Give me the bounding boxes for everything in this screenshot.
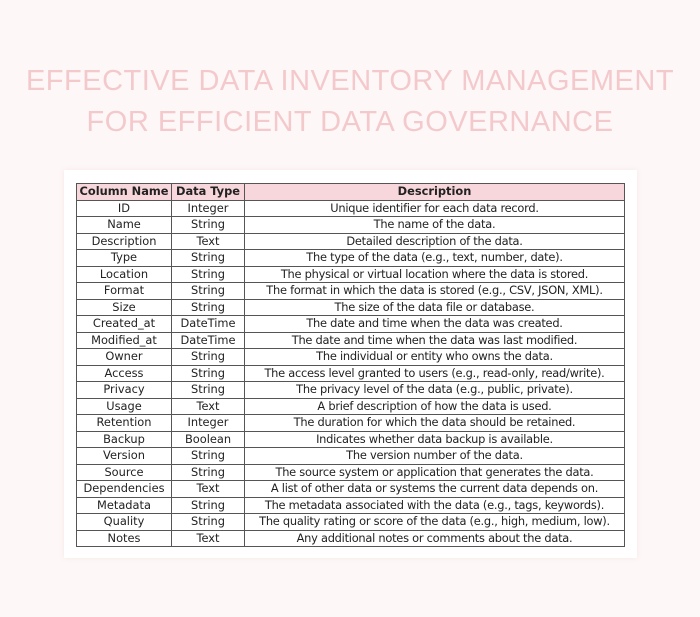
cell-description: The source system or application that generates the data. [245,464,625,481]
cell-data-type: Text [172,398,245,415]
table-row [77,530,625,547]
cell-data-type: String [172,217,245,234]
cell-description: Unique identifier for each data record. [245,200,625,217]
cell-description: The individual or entity who owns the data. [245,349,625,366]
header-column-name: Column Name [77,184,172,201]
table-row [77,514,625,531]
cell-description: The format in which the data is stored (e.g., CSV, JSON, XML). [245,283,625,300]
cell-description: Any additional notes or comments about the data. [245,530,625,547]
cell-description: The access level granted to users (e.g., read-only, read/write). [245,365,625,382]
table-row [77,233,625,250]
cell-column-name: Backup [77,431,172,448]
cell-column-name: Description [77,233,172,250]
cell-column-name: Name [77,217,172,234]
cell-column-name: Metadata [77,497,172,514]
cell-data-type: Text [172,233,245,250]
cell-data-type: String [172,464,245,481]
cell-description: The date and time when the data was last modified. [245,332,625,349]
table-row [77,382,625,399]
cell-description: Detailed description of the data. [245,233,625,250]
cell-description: The name of the data. [245,217,625,234]
cell-description: A list of other data or systems the current data depends on. [245,481,625,498]
table-row [77,349,625,366]
cell-data-type: String [172,497,245,514]
table-row [77,200,625,217]
table-row [77,266,625,283]
table-header-row [77,184,625,201]
table-row [77,398,625,415]
cell-data-type: Boolean [172,431,245,448]
cell-column-name: Owner [77,349,172,366]
cell-data-type: DateTime [172,316,245,333]
cell-description: Indicates whether data backup is available. [245,431,625,448]
table-row [77,415,625,432]
cell-description: The size of the data file or database. [245,299,625,316]
cell-column-name: Created_at [77,316,172,333]
table-row [77,217,625,234]
document-title-line-1: EFFECTIVE DATA INVENTORY MANAGEMENT [25,65,675,97]
table-row [77,283,625,300]
cell-column-name: Type [77,250,172,267]
cell-description: The date and time when the data was created. [245,316,625,333]
data-inventory-table [76,183,625,547]
cell-column-name: Retention [77,415,172,432]
header-data-type: Data Type [172,184,245,201]
cell-description: The metadata associated with the data (e.g., tags, keywords). [245,497,625,514]
cell-data-type: String [172,299,245,316]
table-row [77,365,625,382]
table-row [77,250,625,267]
header-description: Description [245,184,625,201]
cell-column-name: Quality [77,514,172,531]
table-row [77,299,625,316]
cell-column-name: Source [77,464,172,481]
cell-description: The privacy level of the data (e.g., public, private). [245,382,625,399]
cell-description: The duration for which the data should be retained. [245,415,625,432]
cell-data-type: Text [172,530,245,547]
cell-column-name: Notes [77,530,172,547]
cell-data-type: Integer [172,415,245,432]
cell-description: The version number of the data. [245,448,625,465]
table-row [77,448,625,465]
cell-column-name: Format [77,283,172,300]
cell-column-name: Version [77,448,172,465]
cell-column-name: Privacy [77,382,172,399]
table-body [77,200,625,547]
cell-data-type: String [172,250,245,267]
cell-data-type: Integer [172,200,245,217]
cell-column-name: Usage [77,398,172,415]
cell-data-type: String [172,266,245,283]
cell-column-name: Access [77,365,172,382]
cell-data-type: String [172,283,245,300]
cell-column-name: Location [77,266,172,283]
cell-description: The quality rating or score of the data (e.g., high, medium, low). [245,514,625,531]
table-row [77,481,625,498]
table-row [77,464,625,481]
cell-column-name: Size [77,299,172,316]
table-row [77,431,625,448]
cell-column-name: Modified_at [77,332,172,349]
cell-data-type: DateTime [172,332,245,349]
cell-description: The type of the data (e.g., text, number, date). [245,250,625,267]
document-title-line-2: FOR EFFICIENT DATA GOVERNANCE [86,106,614,138]
cell-column-name: Dependencies [77,481,172,498]
cell-data-type: String [172,382,245,399]
cell-data-type: String [172,349,245,366]
cell-description: The physical or virtual location where the data is stored. [245,266,625,283]
table-row [77,332,625,349]
table-row [77,497,625,514]
cell-data-type: Text [172,481,245,498]
cell-data-type: String [172,514,245,531]
cell-column-name: ID [77,200,172,217]
cell-data-type: String [172,365,245,382]
table-row [77,316,625,333]
cell-description: A brief description of how the data is used. [245,398,625,415]
cell-data-type: String [172,448,245,465]
